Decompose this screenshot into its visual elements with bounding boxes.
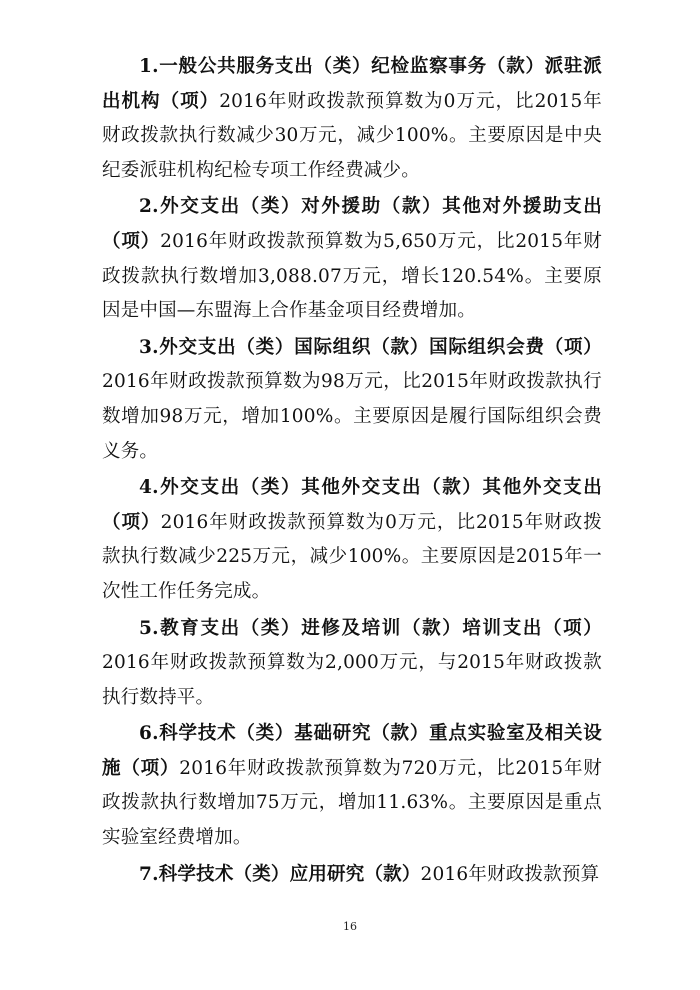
- paragraph-1-body: 2016年财政拨款预算数为0万元，比2015年财政拨款执行数减少30万元，减少100%。主要原因是中央纪委派驻机构纪检专项工作经费减少。: [102, 90, 602, 181]
- paragraph-5: [102, 612, 602, 716]
- paragraph-1: [102, 50, 602, 188]
- paragraph-7-heading: 7.科学技术（类）应用研究（款）: [139, 863, 421, 885]
- paragraph-1-heading: 1.一般公共服务支出（类）纪检监察事务（款）派驻派出机构（项）: [102, 56, 602, 112]
- paragraph-4-body: 2016年财政拨款预算数为0万元，比2015年财政拨款执行数减少225万元，减少100%。主要原因是2015年一次性工作任务完成。: [102, 511, 602, 602]
- paragraph-2-body: 2016年财政拨款预算数为5,650万元，比2015年财政拨款执行数增加3,088.07万元，增长120.54%。主要原因是中国—东盟海上合作基金项目经费增加。: [102, 230, 602, 322]
- paragraph-7: [102, 858, 602, 893]
- paragraph-4-heading: 4.外交支出（类）其他外交支出（款）其他外交支出（项）: [102, 477, 602, 533]
- paragraph-2: [102, 190, 602, 328]
- paragraph-6: [102, 717, 602, 855]
- paragraph-6-body: 2016年财政拨款预算数为720万元，比2015年财政拨款执行数增加75万元，增加11.63%。主要原因是重点实验室经费增加。: [102, 757, 602, 849]
- paragraph-3-body: 2016年财政拨款预算数为98万元，比2015年财政拨款执行数增加98万元，增加100%。主要原因是履行国际组织会费义务。: [102, 371, 602, 462]
- paragraph-5-body: 2016年财政拨款预算数为2,000万元，与2015年财政拨款执行数持平。: [102, 652, 602, 708]
- paragraph-3-heading: 3.外交支出（类）国际组织（款）国际组织会费（项）: [139, 336, 602, 358]
- paragraph-4: [102, 471, 602, 609]
- paragraph-3: [102, 331, 602, 469]
- document-body: [102, 50, 602, 894]
- paragraph-2-heading: 2.外交支出（类）对外援助（款）其他对外援助支出（项）: [102, 196, 602, 252]
- paragraph-6-heading: 6.科学技术（类）基础研究（款）重点实验室及相关设施（项）: [102, 723, 602, 779]
- page-number: 16: [343, 920, 357, 933]
- paragraph-5-heading: 5.教育支出（类）进修及培训（款）培训支出（项）: [139, 617, 602, 639]
- paragraph-7-body: 2016年财政拨款预算: [420, 863, 600, 885]
